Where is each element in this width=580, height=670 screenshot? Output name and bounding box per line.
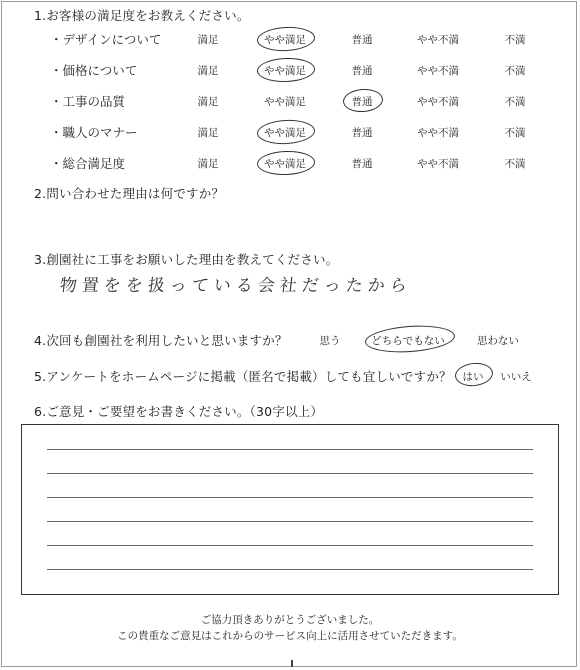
q1-row-label-price: ・価格について [50,63,138,78]
q1-option[interactable]: 満足 [197,65,219,77]
ruled-line [47,497,533,498]
q5-option[interactable]: はい [462,371,484,383]
q1-option[interactable]: やや満足 [264,127,306,139]
q1-option[interactable]: 普通 [351,65,373,77]
ruled-line [47,473,533,474]
footer-thanks: ご協力頂きありがとうございました。 [200,614,380,626]
q1-option[interactable]: 満足 [197,127,219,139]
q1-option[interactable]: 普通 [351,158,373,170]
q1-option[interactable]: 満足 [197,34,219,46]
q1-option[interactable]: やや不満 [417,65,459,77]
q3-title: 3.創園社に工事をお願いした理由を教えてください。 [34,252,339,267]
ruled-line [47,545,533,546]
q3-handwritten-answer: 物置をを扱っている会社だったから [58,276,413,296]
q1-option[interactable]: やや不満 [417,158,459,170]
ruled-line [47,569,533,570]
q4-option[interactable]: 思う [319,335,341,347]
q1-option[interactable]: 不満 [504,65,526,77]
q5-option[interactable]: いいえ [500,371,532,383]
q1-row-label-quality: ・工事の品質 [50,94,126,109]
ruled-line [47,521,533,522]
q1-option[interactable]: 普通 [351,96,373,108]
q1-option[interactable]: 普通 [351,127,373,139]
q1-row-label-overall: ・総合満足度 [50,156,126,171]
q1-option[interactable]: やや不満 [417,34,459,46]
scan-mark [291,660,293,667]
q6-title: 6.ご意見・ご要望をお書きください。（30字以上） [34,404,324,419]
q1-option[interactable]: 満足 [197,158,219,170]
footer-note: この貴重なご意見はこれからのサービス向上に活用させていただきます。 [117,630,463,642]
ruled-line [47,449,533,450]
q1-title: 1.お客様の満足度をお教えください。 [34,8,250,23]
q4-option[interactable]: 思わない [477,335,519,347]
q1-option[interactable]: やや満足 [264,65,306,77]
q1-row-label-manners: ・職人のマナー [50,125,138,140]
q1-option[interactable]: 不満 [504,96,526,108]
q4-option[interactable]: どちらでもない [371,335,445,347]
q1-option[interactable]: やや満足 [264,158,306,170]
q5-title: 5.アンケートをホームページに掲載（匿名で掲載）しても宜しいですか？ [34,369,452,384]
q1-option[interactable]: 不満 [504,127,526,139]
q1-option[interactable]: 不満 [504,158,526,170]
q4-title: 4.次回も創園社を利用したいと思いますか？ [34,333,288,348]
q1-option[interactable]: 不満 [504,34,526,46]
q1-option[interactable]: 満足 [197,96,219,108]
q1-option[interactable]: やや満足 [264,96,306,108]
q1-option[interactable]: 普通 [351,34,373,46]
q2-title: 2.問い合わせた理由は何ですか？ [34,186,225,201]
q1-option[interactable]: やや不満 [417,96,459,108]
q1-option[interactable]: やや不満 [417,127,459,139]
q1-row-label-design: ・デザインについて [50,32,162,47]
q6-comment-box[interactable] [21,424,559,595]
q1-option[interactable]: やや満足 [264,34,306,46]
